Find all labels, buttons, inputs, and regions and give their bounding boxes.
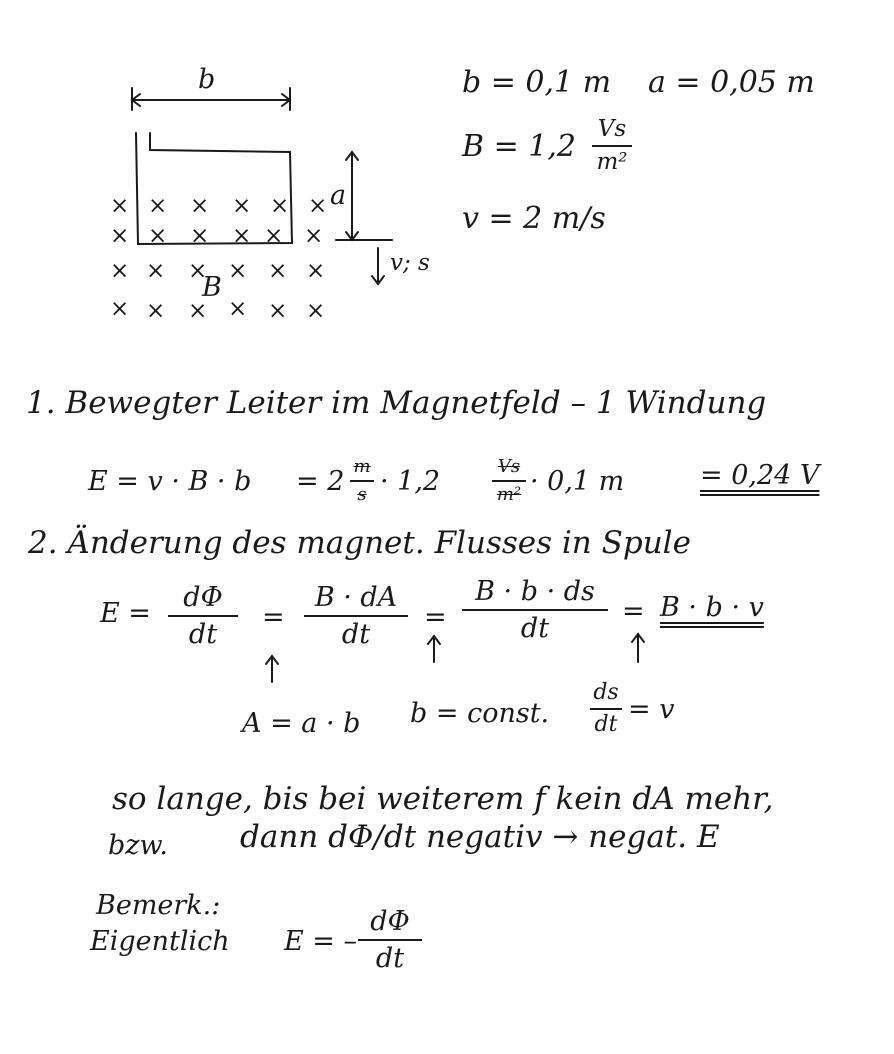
field-cross: × — [232, 193, 252, 219]
section2-f1-den: dt — [188, 619, 218, 650]
remark-frac — [358, 908, 422, 972]
remark-eq-prefix: E = – — [284, 926, 357, 957]
note3-num: ds — [593, 680, 619, 705]
field-cross: × — [110, 258, 130, 284]
field-cross: × — [306, 298, 326, 324]
field-cross: × — [270, 193, 290, 219]
remark-num: dΦ — [370, 906, 410, 937]
field-cross: × — [146, 298, 166, 324]
label-a: a — [330, 180, 347, 211]
fraction-bar — [358, 939, 422, 941]
section1-eq-prefix: = 2 — [296, 466, 345, 497]
given-B-unit-den: m² — [596, 149, 628, 175]
section2-f2-num: B · dA — [314, 582, 398, 613]
given-a: a = 0,05 m — [648, 65, 815, 100]
section2-e-label: E = — [100, 598, 151, 629]
comment-bzw: bzw. — [108, 830, 168, 861]
note-velocity-rhs: = v — [628, 694, 675, 725]
field-cross: × — [264, 223, 284, 249]
section1-unit1-den: s — [357, 484, 367, 505]
note3-den: dt — [594, 712, 618, 737]
field-cross: × — [190, 193, 210, 219]
label-field-B: B — [202, 272, 222, 303]
section2-result: B · b · v — [660, 592, 764, 623]
section1-heading: 1. Bewegter Leiter im Magnetfeld – 1 Windung — [26, 385, 767, 421]
section1-unit1-num: m — [353, 456, 371, 477]
section2-eq1: = — [262, 602, 285, 633]
label-velocity: v; s — [390, 250, 430, 276]
field-cross: × — [148, 223, 168, 249]
field-cross: × — [268, 258, 288, 284]
remark-label: Bemerk.: — [96, 890, 221, 921]
section1-result: = 0,24 V — [700, 460, 820, 491]
section2-eq3: = — [622, 596, 645, 627]
section1-eq-end: · 0,1 m — [530, 466, 625, 497]
field-cross: × — [228, 296, 248, 322]
section1-eq-left: E = v · B · b — [88, 466, 252, 497]
given-B-prefix: B = 1,2 — [462, 129, 576, 164]
field-cross: × — [110, 223, 130, 249]
given-b: b = 0,1 m — [462, 65, 612, 100]
note-const: b = const. — [410, 698, 550, 729]
section2-f3-den: dt — [520, 613, 550, 644]
field-cross: × — [110, 296, 130, 322]
section1-eq-factor: · 1,2 — [380, 466, 441, 497]
label-b: b — [198, 64, 216, 95]
field-cross: × — [228, 258, 248, 284]
remark-den: dt — [375, 943, 405, 974]
section2-heading: 2. Änderung des magnet. Flusses in Spule — [28, 525, 691, 561]
comment-line1: so lange, bis bei weiterem f kein dA mehr, — [112, 781, 774, 817]
field-cross: × — [190, 223, 210, 249]
note-velocity-frac — [590, 682, 622, 736]
field-cross: × — [110, 193, 130, 219]
section2-eq2: = — [424, 602, 447, 633]
field-cross: × — [268, 298, 288, 324]
field-cross: × — [146, 258, 166, 284]
given-B-unit-num: Vs — [597, 116, 627, 142]
comment-line2: dann dΦ/dt negativ → negat. E — [240, 819, 720, 855]
section1-unit2-den: m² — [496, 484, 522, 505]
section2-f1-num: dΦ — [183, 582, 223, 613]
section1-unit2-num: Vs — [497, 456, 521, 477]
given-v: v = 2 m/s — [462, 201, 606, 236]
note-area: A = a · b — [242, 708, 361, 739]
remark-eigentlich: Eigentlich — [90, 926, 230, 957]
section2-f3-num: B · b · ds — [475, 576, 595, 607]
field-cross: × — [306, 258, 326, 284]
fraction-bar — [590, 708, 622, 710]
section2-f2-den: dt — [341, 619, 371, 650]
field-cross: × — [188, 258, 208, 284]
field-cross: × — [304, 223, 324, 249]
field-cross: × — [148, 193, 168, 219]
field-cross: × — [188, 298, 208, 324]
field-cross: × — [232, 223, 252, 249]
field-cross: × — [308, 193, 328, 219]
